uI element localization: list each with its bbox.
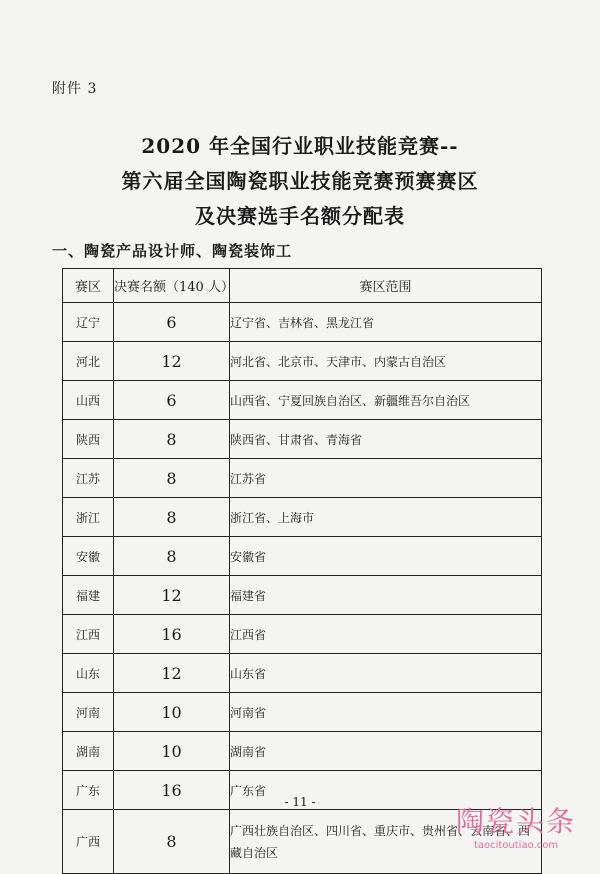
quota-table (62, 268, 542, 874)
scope-cell: 山东省 (230, 654, 542, 693)
table-row (63, 459, 542, 498)
quota-cell: 16 (114, 771, 230, 810)
page-number: - 11 - (284, 795, 316, 809)
region-cell: 江苏 (63, 459, 114, 498)
table-row (63, 303, 542, 342)
title-line-1: 2020 年全国行业职业技能竞赛-- (141, 134, 459, 158)
region-cell: 福建 (63, 576, 114, 615)
table-header-row (63, 269, 542, 303)
header-region: 赛区 (63, 269, 114, 303)
scope-cell: 江苏省 (230, 459, 542, 498)
quota-cell: 10 (114, 732, 230, 771)
quota-cell: 8 (114, 537, 230, 576)
quota-cell: 12 (114, 342, 230, 381)
region-cell: 广东 (63, 771, 114, 810)
scope-cell: 浙江省、上海市 (230, 498, 542, 537)
region-cell: 山西 (63, 381, 114, 420)
scope-cell: 辽宁省、吉林省、黑龙江省 (230, 303, 542, 342)
scope-cell: 福建省 (230, 576, 542, 615)
header-quota: 决赛名额（140 人） (114, 269, 230, 303)
table-row (63, 654, 542, 693)
watermark-text: 陶瓷头条 (456, 805, 577, 838)
region-cell: 江西 (63, 615, 114, 654)
region-cell: 浙江 (63, 498, 114, 537)
scope-cell: 河南省 (230, 693, 542, 732)
scope-cell: 山西省、宁夏回族自治区、新疆维吾尔自治区 (230, 381, 542, 420)
section-heading: 一、陶瓷产品设计师、陶瓷装饰工 (52, 242, 293, 260)
watermark-logo (456, 800, 576, 851)
table-row (63, 615, 542, 654)
table-row (63, 732, 542, 771)
region-cell: 山东 (63, 654, 114, 693)
scope-cell: 河北省、北京市、天津市、内蒙古自治区 (230, 342, 542, 381)
scope-cell: 广西壮族自治区、四川省、重庆市、贵州省、云南省、西藏自治区 (230, 810, 542, 874)
region-cell: 河南 (63, 693, 114, 732)
scope-cell: 安徽省 (230, 537, 542, 576)
quota-cell: 8 (114, 498, 230, 537)
region-cell: 安徽 (63, 537, 114, 576)
quota-cell: 6 (114, 303, 230, 342)
quota-cell: 10 (114, 693, 230, 732)
header-scope: 赛区范围 (230, 269, 542, 303)
quota-cell: 12 (114, 576, 230, 615)
attachment-label: 附件 3 (52, 81, 98, 97)
title-line-3: 及决赛选手名额分配表 (195, 204, 405, 228)
table-row (63, 420, 542, 459)
quota-cell: 16 (114, 615, 230, 654)
quota-cell: 6 (114, 381, 230, 420)
table-row (63, 342, 542, 381)
quota-cell: 8 (114, 420, 230, 459)
table-row (63, 498, 542, 537)
title-line-2: 第六届全国陶瓷职业技能竞赛预赛赛区 (121, 169, 479, 193)
region-cell: 陕西 (63, 420, 114, 459)
region-cell: 辽宁 (63, 303, 114, 342)
scope-cell: 湖南省 (230, 732, 542, 771)
table-row (63, 693, 542, 732)
scope-cell: 陕西省、甘肃省、青海省 (230, 420, 542, 459)
table-row (63, 537, 542, 576)
watermark-url: taocitoutiao.com (473, 840, 559, 851)
quota-cell: 8 (114, 459, 230, 498)
region-cell: 广西 (63, 810, 114, 874)
scope-cell: 广东省 (230, 771, 542, 810)
quota-cell: 12 (114, 654, 230, 693)
table-row (63, 381, 542, 420)
quota-cell: 8 (114, 810, 230, 874)
scope-cell: 江西省 (230, 615, 542, 654)
region-cell: 湖南 (63, 732, 114, 771)
table-row (63, 576, 542, 615)
region-cell: 河北 (63, 342, 114, 381)
